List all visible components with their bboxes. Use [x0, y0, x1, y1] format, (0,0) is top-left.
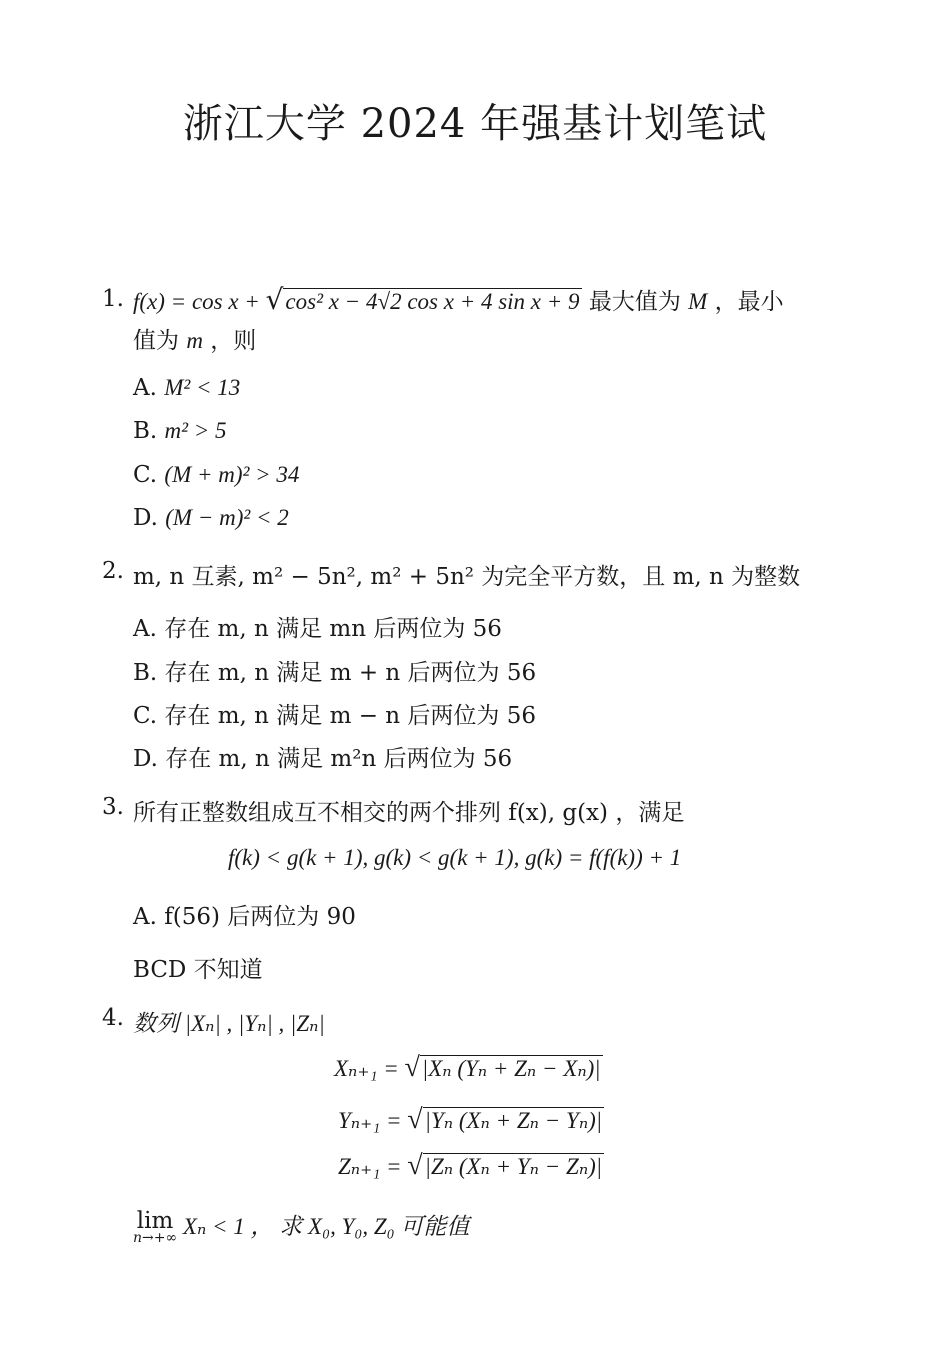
option-text: 存在 m, n 满足 mn 后两位为 56 — [164, 616, 502, 642]
eq-radicand: |Zₙ (Xₙ + Yₙ − Zₙ)| — [424, 1154, 603, 1179]
q1-number: 1. — [102, 286, 124, 312]
q1-text-value: 值为 — [133, 328, 187, 354]
q4-number: 4. — [102, 1005, 124, 1031]
q1-option-a — [133, 375, 240, 401]
option-label: A. — [133, 904, 157, 930]
sqrt-symbol: √ — [404, 1052, 420, 1083]
q2-option-b — [133, 654, 536, 687]
option-label: A. — [133, 616, 157, 642]
option-label: C. — [133, 703, 158, 729]
option-label: C. — [133, 462, 158, 488]
option-label: A. — [133, 375, 157, 401]
option-label: D. — [133, 505, 158, 531]
sqrt-symbol: √ — [265, 283, 284, 316]
q1-text-then: ，则 — [202, 328, 257, 354]
eq-radicand: |Xₙ (Yₙ + Zₙ − Xₙ)| — [421, 1056, 601, 1081]
option-text: f(56) 后两位为 90 — [164, 904, 356, 930]
page-title: 浙江大学 2024 年强基计划笔试 — [182, 101, 768, 147]
q1-radicand: cos² x − 4√2 cos x + 4 sin x + 9 — [285, 289, 580, 314]
q2-number: 2. — [102, 558, 124, 584]
lim-word: lim — [136, 1208, 174, 1234]
option-label: D. — [133, 746, 158, 772]
eq-lhs: Yₙ₊₁ = — [338, 1108, 408, 1133]
sqrt-symbol: √ — [407, 1104, 423, 1135]
q3-equation: f(k) < g(k + 1), g(k) < g(k + 1), g(k) = f(f(k)) + 1 — [228, 845, 682, 870]
q1-M: M — [688, 289, 708, 314]
eq-lhs: Zₙ₊₁ = — [338, 1154, 408, 1179]
option-text: (M − m)² < 2 — [165, 505, 289, 530]
q1-stem-line2 — [133, 322, 256, 355]
lim-subscript: n→+∞ — [133, 1230, 178, 1246]
q4-equation-x — [334, 1052, 603, 1084]
option-text: M² < 13 — [164, 375, 241, 400]
option-text: 存在 m, n 满足 m + n 后两位为 56 — [164, 660, 537, 686]
q4-limit-line — [133, 1208, 469, 1246]
q3-option-a — [133, 898, 356, 931]
option-text: (M + m)² > 34 — [164, 462, 300, 487]
option-label: B. — [133, 418, 158, 444]
option-text: m² > 5 — [164, 418, 227, 443]
q3-number: 3. — [102, 794, 124, 820]
q4-question: Xₙ < 1 ， 求 X₀, Y₀, Z₀ 可能值 — [177, 1214, 470, 1239]
q1-option-b — [133, 418, 227, 444]
q4-equation-z — [338, 1150, 604, 1182]
option-text: 存在 m, n 满足 m²n 后两位为 56 — [165, 746, 513, 772]
q2-stem: m, n 互素, m² − 5n², m² + 5n² 为完全平方数，且 m, n 为整数 — [133, 564, 801, 590]
q2-option-d — [133, 740, 512, 773]
q1-stem-line1 — [133, 283, 784, 316]
eq-radicand: |Yₙ (Xₙ + Zₙ − Yₙ)| — [424, 1108, 603, 1133]
q1-m: m — [186, 328, 203, 353]
q4-equation-y — [338, 1104, 604, 1136]
q1-option-d — [133, 505, 289, 531]
q3-note: BCD 不知道 — [133, 957, 263, 983]
eq-lhs: Xₙ₊₁ = — [334, 1056, 405, 1081]
option-label: B. — [133, 660, 158, 686]
sqrt-symbol: √ — [407, 1150, 423, 1181]
q3-stem: 所有正整数组成互不相交的两个排列 f(x), g(x) ，满足 — [133, 800, 685, 826]
q2-option-a — [133, 610, 502, 643]
option-text: 存在 m, n 满足 m − n 后两位为 56 — [164, 703, 536, 729]
q1-text-min: ，最小 — [707, 289, 784, 315]
q1-option-c — [133, 462, 299, 488]
q2-option-c — [133, 697, 536, 730]
q1-text-max: 最大值为 — [581, 289, 689, 315]
q4-stem: 数列 |Xₙ| , |Yₙ| , |Zₙ| — [133, 1011, 325, 1036]
limit-operator — [133, 1208, 177, 1246]
q1-function: f(x) = cos x + — [133, 289, 266, 314]
